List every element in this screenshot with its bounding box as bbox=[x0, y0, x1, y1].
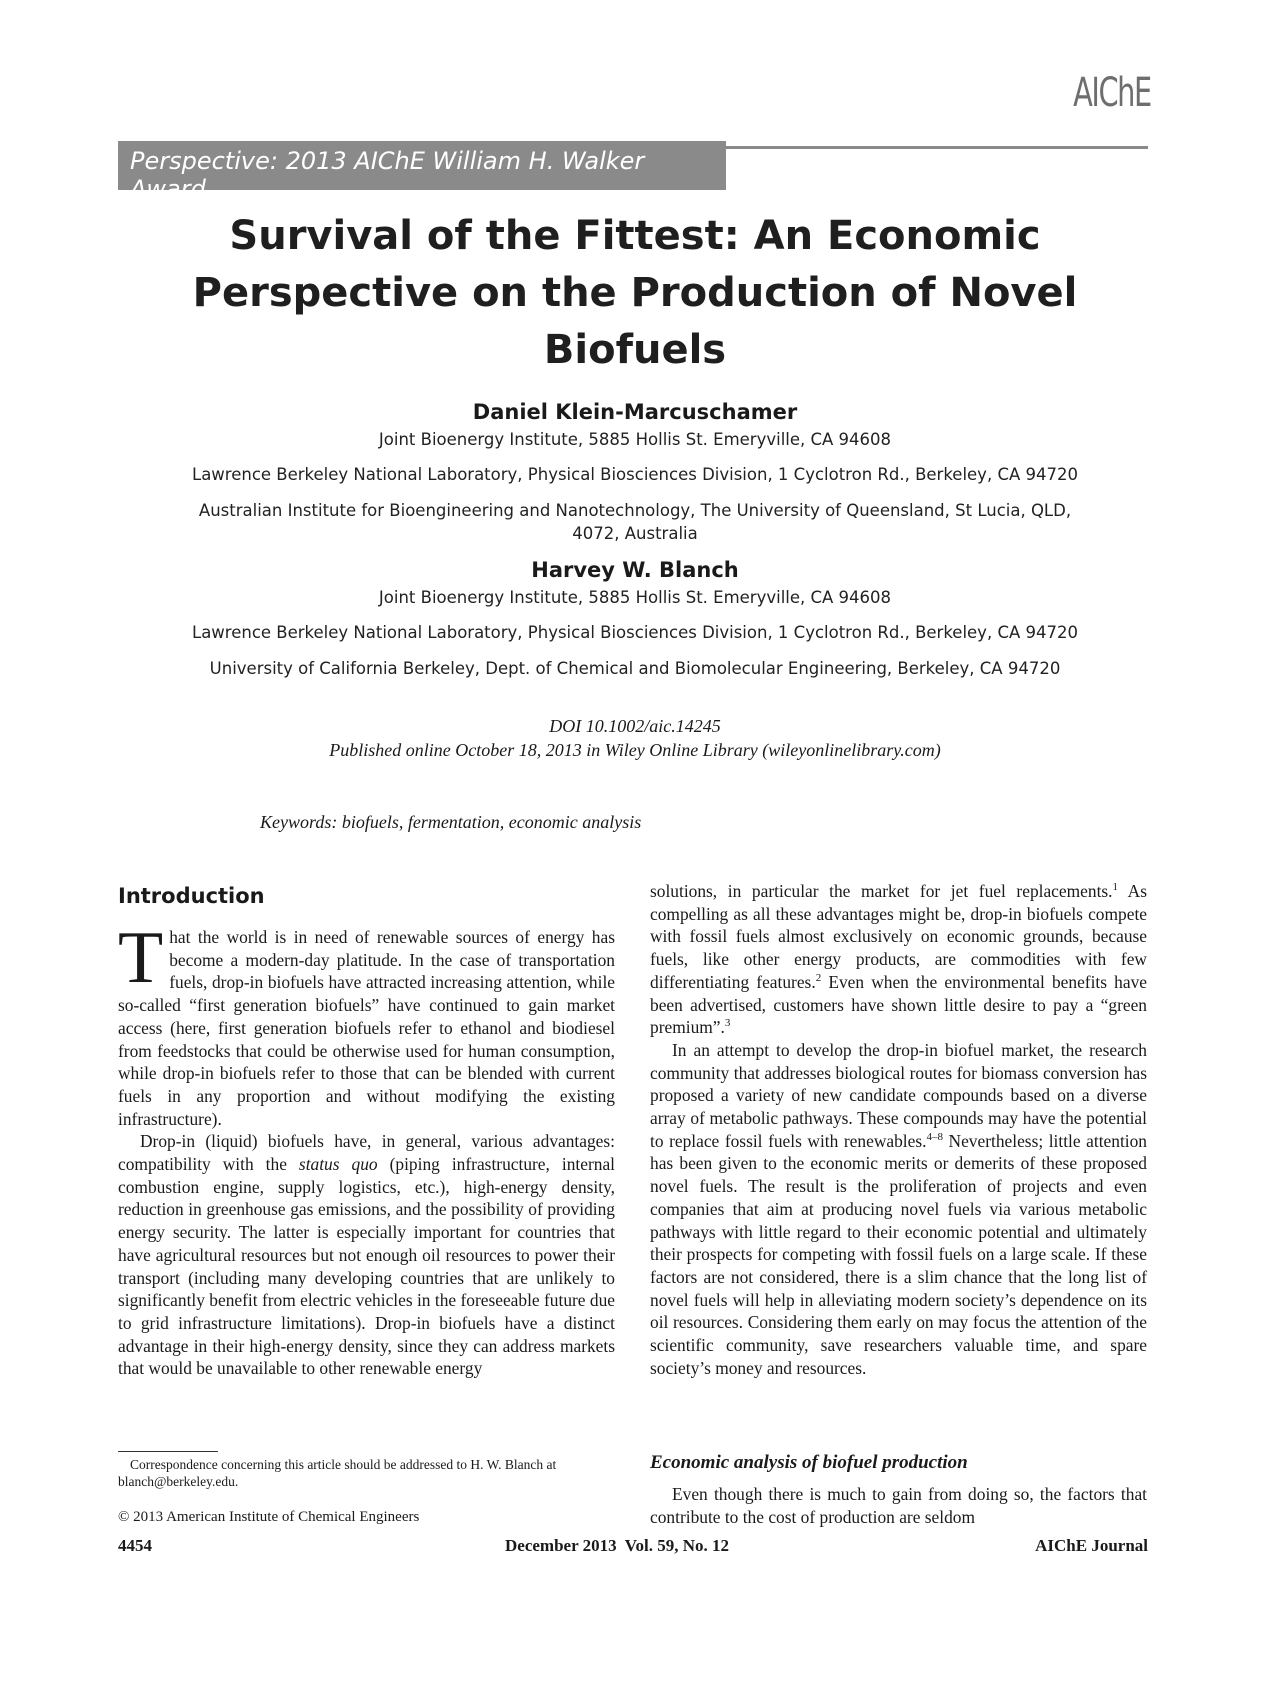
subsection-heading: Economic analysis of biofuel production bbox=[650, 1452, 968, 1473]
journal-name: AIChE Journal bbox=[1035, 1536, 1148, 1555]
citation-ref: 3 bbox=[724, 1017, 731, 1030]
publication-note: Published online October 18, 2013 in Wiley Online Library (wileyonlinelibrary.com) bbox=[329, 740, 941, 760]
author-name: Harvey W. Blanch bbox=[531, 558, 739, 582]
author-name: Daniel Klein-Marcuschamer bbox=[472, 400, 798, 424]
footnote-rule bbox=[118, 1451, 218, 1452]
citation-ref: 4–8 bbox=[926, 1130, 943, 1143]
paragraph: That the world is in need of renewable sources of energy has become a modern-day platitude. In the case of transportation fuels, drop-in biofuels have attracted increasing attention, while so-called “first generation biofuels” have continued to gain market access (here, first generation biofuels refer to ethanol and biodiesel from feedstocks that could be otherwise used for human consumption, while drop-in biofuels refer to those that can be blended with current fuels in any proportion and without modifying the existing infrastructure). bbox=[118, 917, 615, 1129]
right-column-continued bbox=[650, 1483, 1147, 1528]
doi: DOI 10.1002/aic.14245 bbox=[549, 716, 721, 736]
correspondence-footnote: Correspondence concerning this article should be addressed to H. W. Blanch at blanch@berkeley.edu. bbox=[118, 1457, 557, 1489]
journal-logo: AIChE bbox=[1073, 70, 1151, 116]
right-column bbox=[650, 880, 1147, 1379]
author-affiliation: Joint Bioenergy Institute, 5885 Hollis St. Emeryville, CA 94608 bbox=[378, 588, 892, 607]
keywords: Keywords: biofuels, fermentation, economic analysis bbox=[260, 812, 642, 832]
title-line: Survival of the Fittest: An Economic bbox=[229, 213, 1041, 259]
title-line: Biofuels bbox=[543, 327, 727, 373]
paragraph: Even though there is much to gain from doing so, the factors that contribute to the cost of production are seldom bbox=[650, 1484, 1147, 1527]
article-title bbox=[120, 208, 1150, 379]
author-affiliation: Lawrence Berkeley National Laboratory, Physical Biosciences Division, 1 Cyclotron Rd., Berkeley, CA 94720 bbox=[192, 465, 1078, 484]
category-banner bbox=[118, 141, 726, 203]
section-heading: Introduction bbox=[118, 884, 265, 908]
issue-info: December 2013 Vol. 59, No. 12 bbox=[505, 1536, 729, 1555]
copyright-notice: © 2013 American Institute of Chemical Engineers bbox=[118, 1509, 420, 1525]
citation-ref: 2 bbox=[815, 972, 822, 985]
author-affiliation: Joint Bioenergy Institute, 5885 Hollis St. Emeryville, CA 94608 bbox=[378, 430, 892, 449]
title-line: Perspective on the Production of Novel bbox=[192, 270, 1078, 316]
page-number: 4454 bbox=[118, 1536, 152, 1555]
author-affiliation: University of California Berkeley, Dept. of Chemical and Biomolecular Engineering, Berkeley, CA 94720 bbox=[209, 659, 1061, 678]
emphasis: status quo bbox=[298, 1154, 378, 1175]
left-column bbox=[118, 917, 615, 1380]
paragraph: Drop-in (liquid) biofuels have, in general, various advantages: compatibility with the status quo (piping infrastructure, internal combustion engine, supply logistics, etc.), high-energy density, reduction in greenhouse gas emissions, and the possibility of providing energy security. The latter is especially important for countries that have agricultural resources but not enough oil resources to power their transport (including many developing countries that are unlikely to significantly benefit from electric vehicles in the foreseeable future due to grid infrastructure limitations). Drop-in biofuels have a distinct advantage in their high-energy density, since they can address markets that would be unavailable to other renewable energy bbox=[118, 1131, 615, 1379]
paragraph: solutions, in particular the market for jet fuel replacements.$^1$ As compelling as all these advantages might be, drop-in biofuels compete with fossil fuels almost exclusively on economic grounds, because fuels, like other energy products, are commodities with few differentiating features.$^2$ Even when the environmental benefits have been advertised, customers have shown little desire to pay a “green premium”.$^3$ bbox=[650, 881, 1147, 1038]
drop-cap: T bbox=[118, 917, 164, 999]
paragraph: In an attempt to develop the drop-in biofuel market, the research community that addresses biological routes for biomass conversion has proposed a variety of new candidate compounds based on a diverse array of metabolic pathways. These compounds may have the potential to replace fossil fuels with renewables.$^{4-8}$ Nevertheless; little attention has been given to the economic merits or demerits of these proposed novel fuels. The result is the proliferation of projects and even companies that aim at producing novel fuels via various metabolic pathways with little regard to their economic potential and ultimately their prospects for competing with fossil fuels on a large scale. If these factors are not considered, there is a slim chance that the long list of novel fuels will help in alleviating modern society’s dependence on its oil resources. Considering them early on may focus the attention of the scientific community, save researchers valuable time, and spare society’s money and resources. bbox=[650, 1039, 1148, 1378]
citation-ref: 1 bbox=[1112, 881, 1119, 894]
category-banner-label: Perspective: 2013 AIChE William H. Walker Award bbox=[130, 147, 645, 203]
author-affiliation: Australian Institute for Bioengineering and Nanotechnology, The University of Queensland, St Lucia, QLD, 4072, Australia bbox=[198, 501, 1072, 543]
author-affiliation: Lawrence Berkeley National Laboratory, Physical Biosciences Division, 1 Cyclotron Rd., Berkeley, CA 94720 bbox=[192, 623, 1078, 642]
